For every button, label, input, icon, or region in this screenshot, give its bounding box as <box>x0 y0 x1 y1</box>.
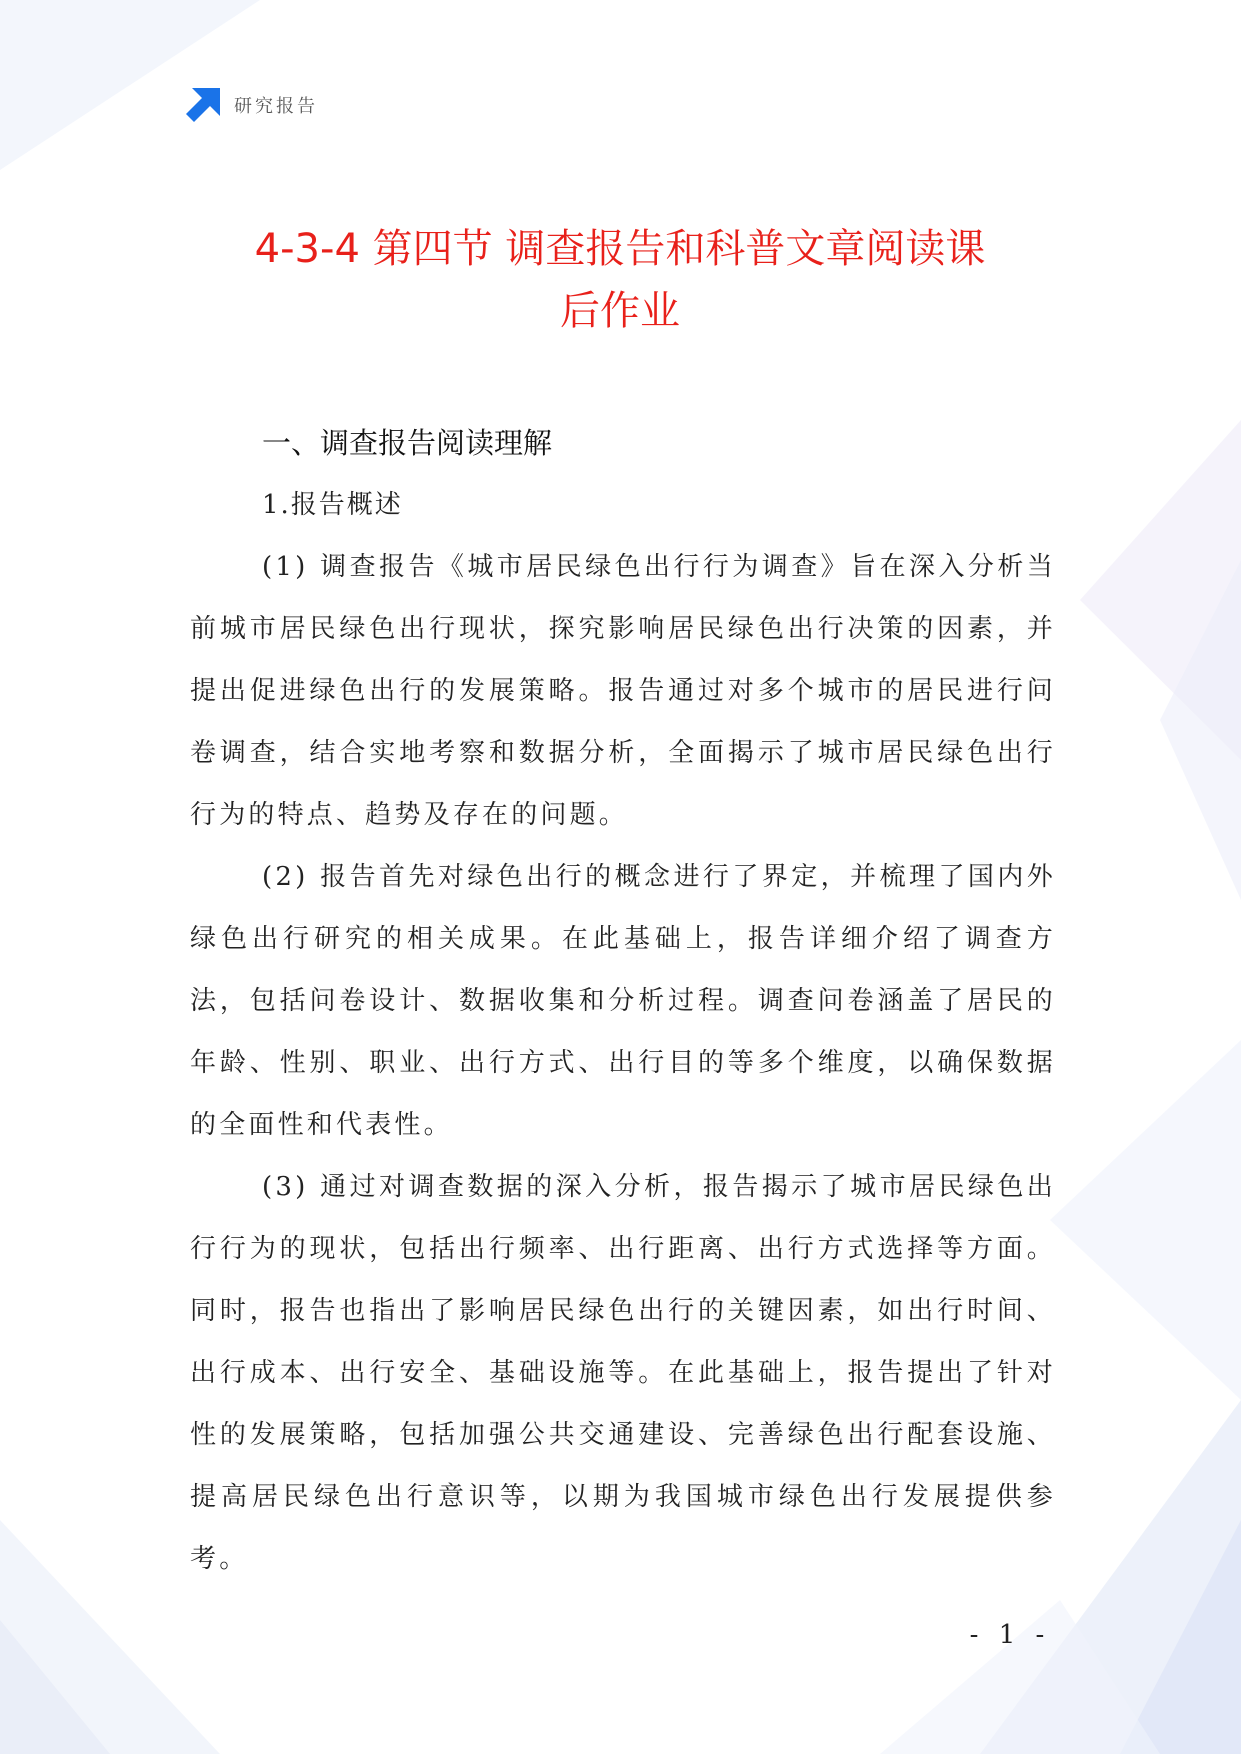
header-label: 研究报告 <box>234 96 318 117</box>
page-number: - 1 - <box>969 1620 1051 1650</box>
section-heading: 一、调查报告阅读理解 <box>262 426 553 460</box>
arrow-up-right-icon <box>186 88 220 122</box>
subsection-heading: 1.报告概述 <box>262 490 403 520</box>
title-line-2: 后作业 <box>560 288 680 334</box>
document-title <box>160 218 1080 342</box>
paragraph-2: (2) 报告首先对绿色出行的概念进行了界定，并梳理了国内外绿色出行研究的相关成果。在此基础上，报告详细介绍了调查方法，包括问卷设计、数据收集和分析过程。调查问卷涵盖了居民的年龄、性别、职业、出行方式、出行目的等多个维度，以确保数据的全面性和代表性。 <box>190 862 1056 1140</box>
document-body <box>190 412 1056 1590</box>
paragraph-3: (3) 通过对调查数据的深入分析，报告揭示了城市居民绿色出行行为的现状，包括出行频率、出行距离、出行方式选择等方面。同时，报告也指出了影响居民绿色出行的关键因素，如出行时间、出行成本、出行安全、基础设施等。在此基础上，报告提出了针对性的发展策略，包括加强公共交通建设、完善绿色出行配套设施、提高居民绿色出行意识等，以期为我国城市绿色出行发展提供参考。 <box>190 1172 1056 1574</box>
page-header <box>186 88 318 122</box>
title-line-1: 4-3-4 第四节 调查报告和科普文章阅读课 <box>254 226 986 272</box>
paragraph-1: (1) 调查报告《城市居民绿色出行行为调查》旨在深入分析当前城市居民绿色出行现状，探究影响居民绿色出行决策的因素，并提出促进绿色出行的发展策略。报告通过对多个城市的居民进行问卷调查，结合实地考察和数据分析，全面揭示了城市居民绿色出行行为的特点、趋势及存在的问题。 <box>190 552 1056 830</box>
